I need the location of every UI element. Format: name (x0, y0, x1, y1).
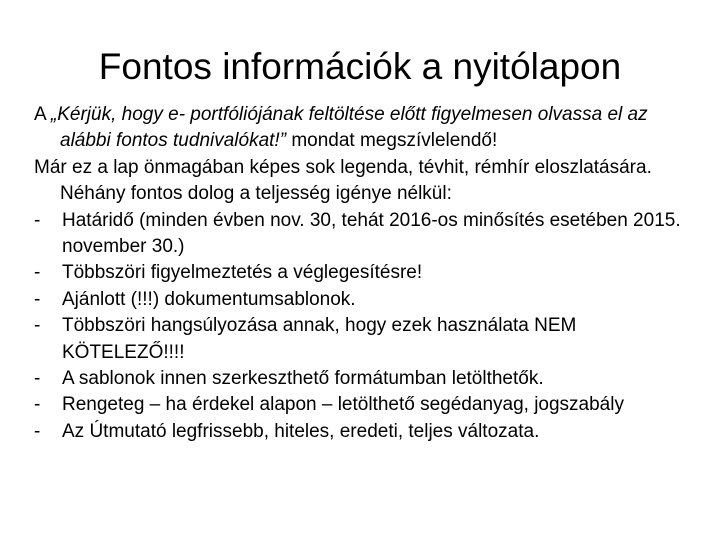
list-item-text: A sablonok innen szerkeszthető formátumban letölthetők. (62, 368, 544, 390)
list-item (34, 419, 694, 445)
bullet-dash: - (34, 288, 41, 310)
list-item-text: Az Útmutató legfrissebb, hiteles, eredeti, teljes változata. (62, 420, 540, 442)
intro-suffix: mondat megszívlelendő! (286, 130, 498, 152)
list-item (34, 260, 694, 286)
list-item-text: Határidő (minden évben nov. 30, tehát 2016-os minősítés esetében 2015. november 30.) (62, 209, 681, 258)
intro-paragraph (34, 102, 694, 155)
context-paragraph: Már ez a lap önmagában képes sok legenda, tévhit, rémhír eloszlatására. Néhány fontos dolog a teljesség igénye nélkül: (34, 156, 652, 205)
slide-title: Fontos információk a nyitólapon (98, 46, 622, 87)
list-item (34, 313, 694, 366)
bullet-dash: - (34, 368, 41, 390)
list-item (34, 287, 694, 313)
list-item-text: Többszöri hangsúlyozása annak, hogy ezek használata NEM KÖTELEZŐ!!!! (62, 315, 577, 363)
bullet-dash: - (34, 420, 41, 442)
intro-quote: „Kérjük, hogy e- portfóliójának feltöltése előtt figyelmesen olvassa el az alábbi fontos tudnivalókat!” (50, 104, 648, 152)
bullet-dash: - (34, 262, 41, 284)
bullet-dash: - (34, 209, 41, 231)
list-item-text: Többszöri figyelmeztetés a véglegesítésre! (62, 262, 423, 284)
list-item-text: Ajánlott (!!!) dokumentumsablonok. (62, 288, 356, 310)
list-item (34, 392, 694, 418)
bullet-dash: - (34, 315, 41, 337)
list-item (34, 366, 694, 392)
slide-body (34, 102, 694, 445)
bullet-list (34, 208, 694, 446)
bullet-dash: - (34, 394, 41, 416)
list-item (34, 208, 694, 261)
intro-prefix: A (34, 104, 51, 125)
list-item-text: Rengeteg – ha érdekel alapon – letölthető segédanyag, jogszabály (62, 394, 624, 416)
